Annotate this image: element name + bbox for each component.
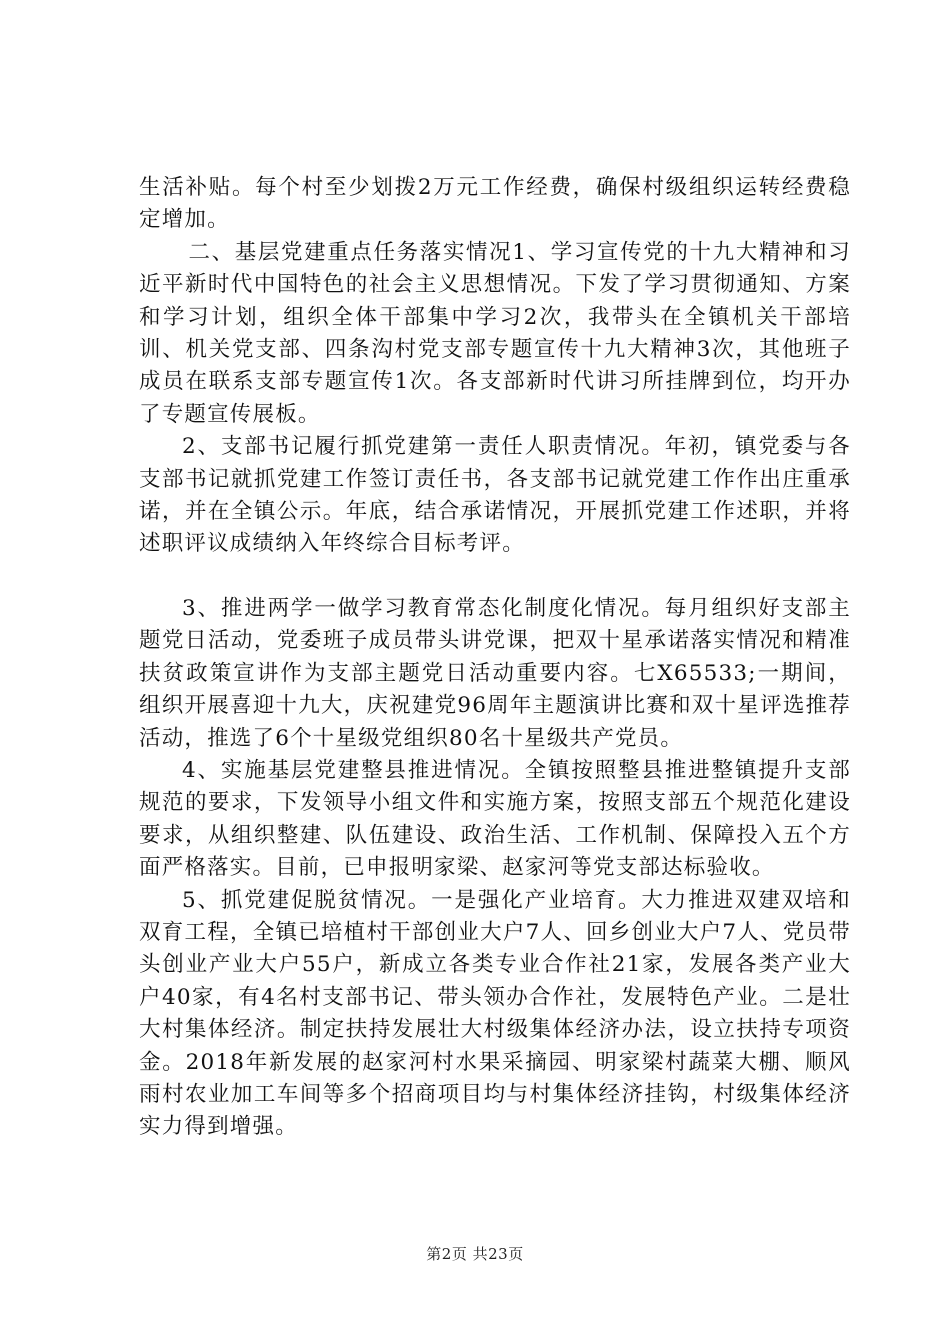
paragraph-living-subsidy: 生活补贴。每个村至少划拨2万元工作经费，确保村级组织运转经费稳定增加。: [139, 175, 851, 233]
page-number-footer: 第2页 共23页: [426, 1245, 524, 1263]
document-body: [139, 172, 851, 1144]
paragraph-two-studies: 3、推进两学一做学习教育常态化制度化情况。每月组织好支部主题党日活动，党委班子成员带头讲党课，把双十星承诺落实情况和精准扶贫政策宣讲作为支部主题党日活动重要内容。七X65533;一期间，组织开展喜迎十九大，庆祝建党96周年主题演讲比赛和双十星评选推荐活动，推选了6个十星级党组织80名十星级共产党员。: [139, 595, 851, 751]
paragraph-spacer: [139, 561, 851, 593]
paragraph-key-tasks: 二、基层党建重点任务落实情况1、学习宣传党的十九大精神和习近平新时代中国特色的社会主义思想情况。下发了学习贯彻通知、方案和学习计划，组织全体干部集中学习2次，我带头在全镇机关干部培训、机关党支部、四条沟村党支部专题宣传十九大精神3次，其他班子成员在联系支部专题宣传1次。各支部新时代讲习所挂牌到位，均开办了专题宣传展板。: [139, 239, 851, 427]
paragraph-county-advance: 4、实施基层党建整县推进情况。全镇按照整县推进整镇提升支部规范的要求，下发领导小组文件和实施方案，按照支部五个规范化建设要求，从组织整建、队伍建设、政治生活、工作机制、保障投入五个方面严格落实。目前，已申报明家梁、赵家河等党支部达标验收。: [139, 757, 851, 881]
paragraph-branch-secretary: 2、支部书记履行抓党建第一责任人职责情况。年初，镇党委与各支部书记就抓党建工作签订责任书，各支部书记就党建工作作出庄重承诺，并在全镇公示。年底，结合承诺情况，开展抓党建工作述职，并将述职评议成绩纳入年终综合目标考评。: [139, 434, 851, 557]
paragraph-poverty-alleviation: 5、抓党建促脱贫情况。一是强化产业培育。大力推进双建双培和双育工程，全镇已培植村干部创业大户7人、回乡创业大户7人、党员带头创业产业大户55户，新成立各类专业合作社21家，发展各类产业大户40家，有4名村支部书记、带头领办合作社，发展特色产业。二是壮大村集体经济。制定扶持发展壮大村级集体经济办法，设立扶持专项资金。2018年新发展的赵家河村水果采摘园、明家梁村蔬菜大棚、顺风雨村农业加工车间等多个招商项目均与村集体经济挂钩，村级集体经济实力得到增强。: [139, 887, 851, 1140]
